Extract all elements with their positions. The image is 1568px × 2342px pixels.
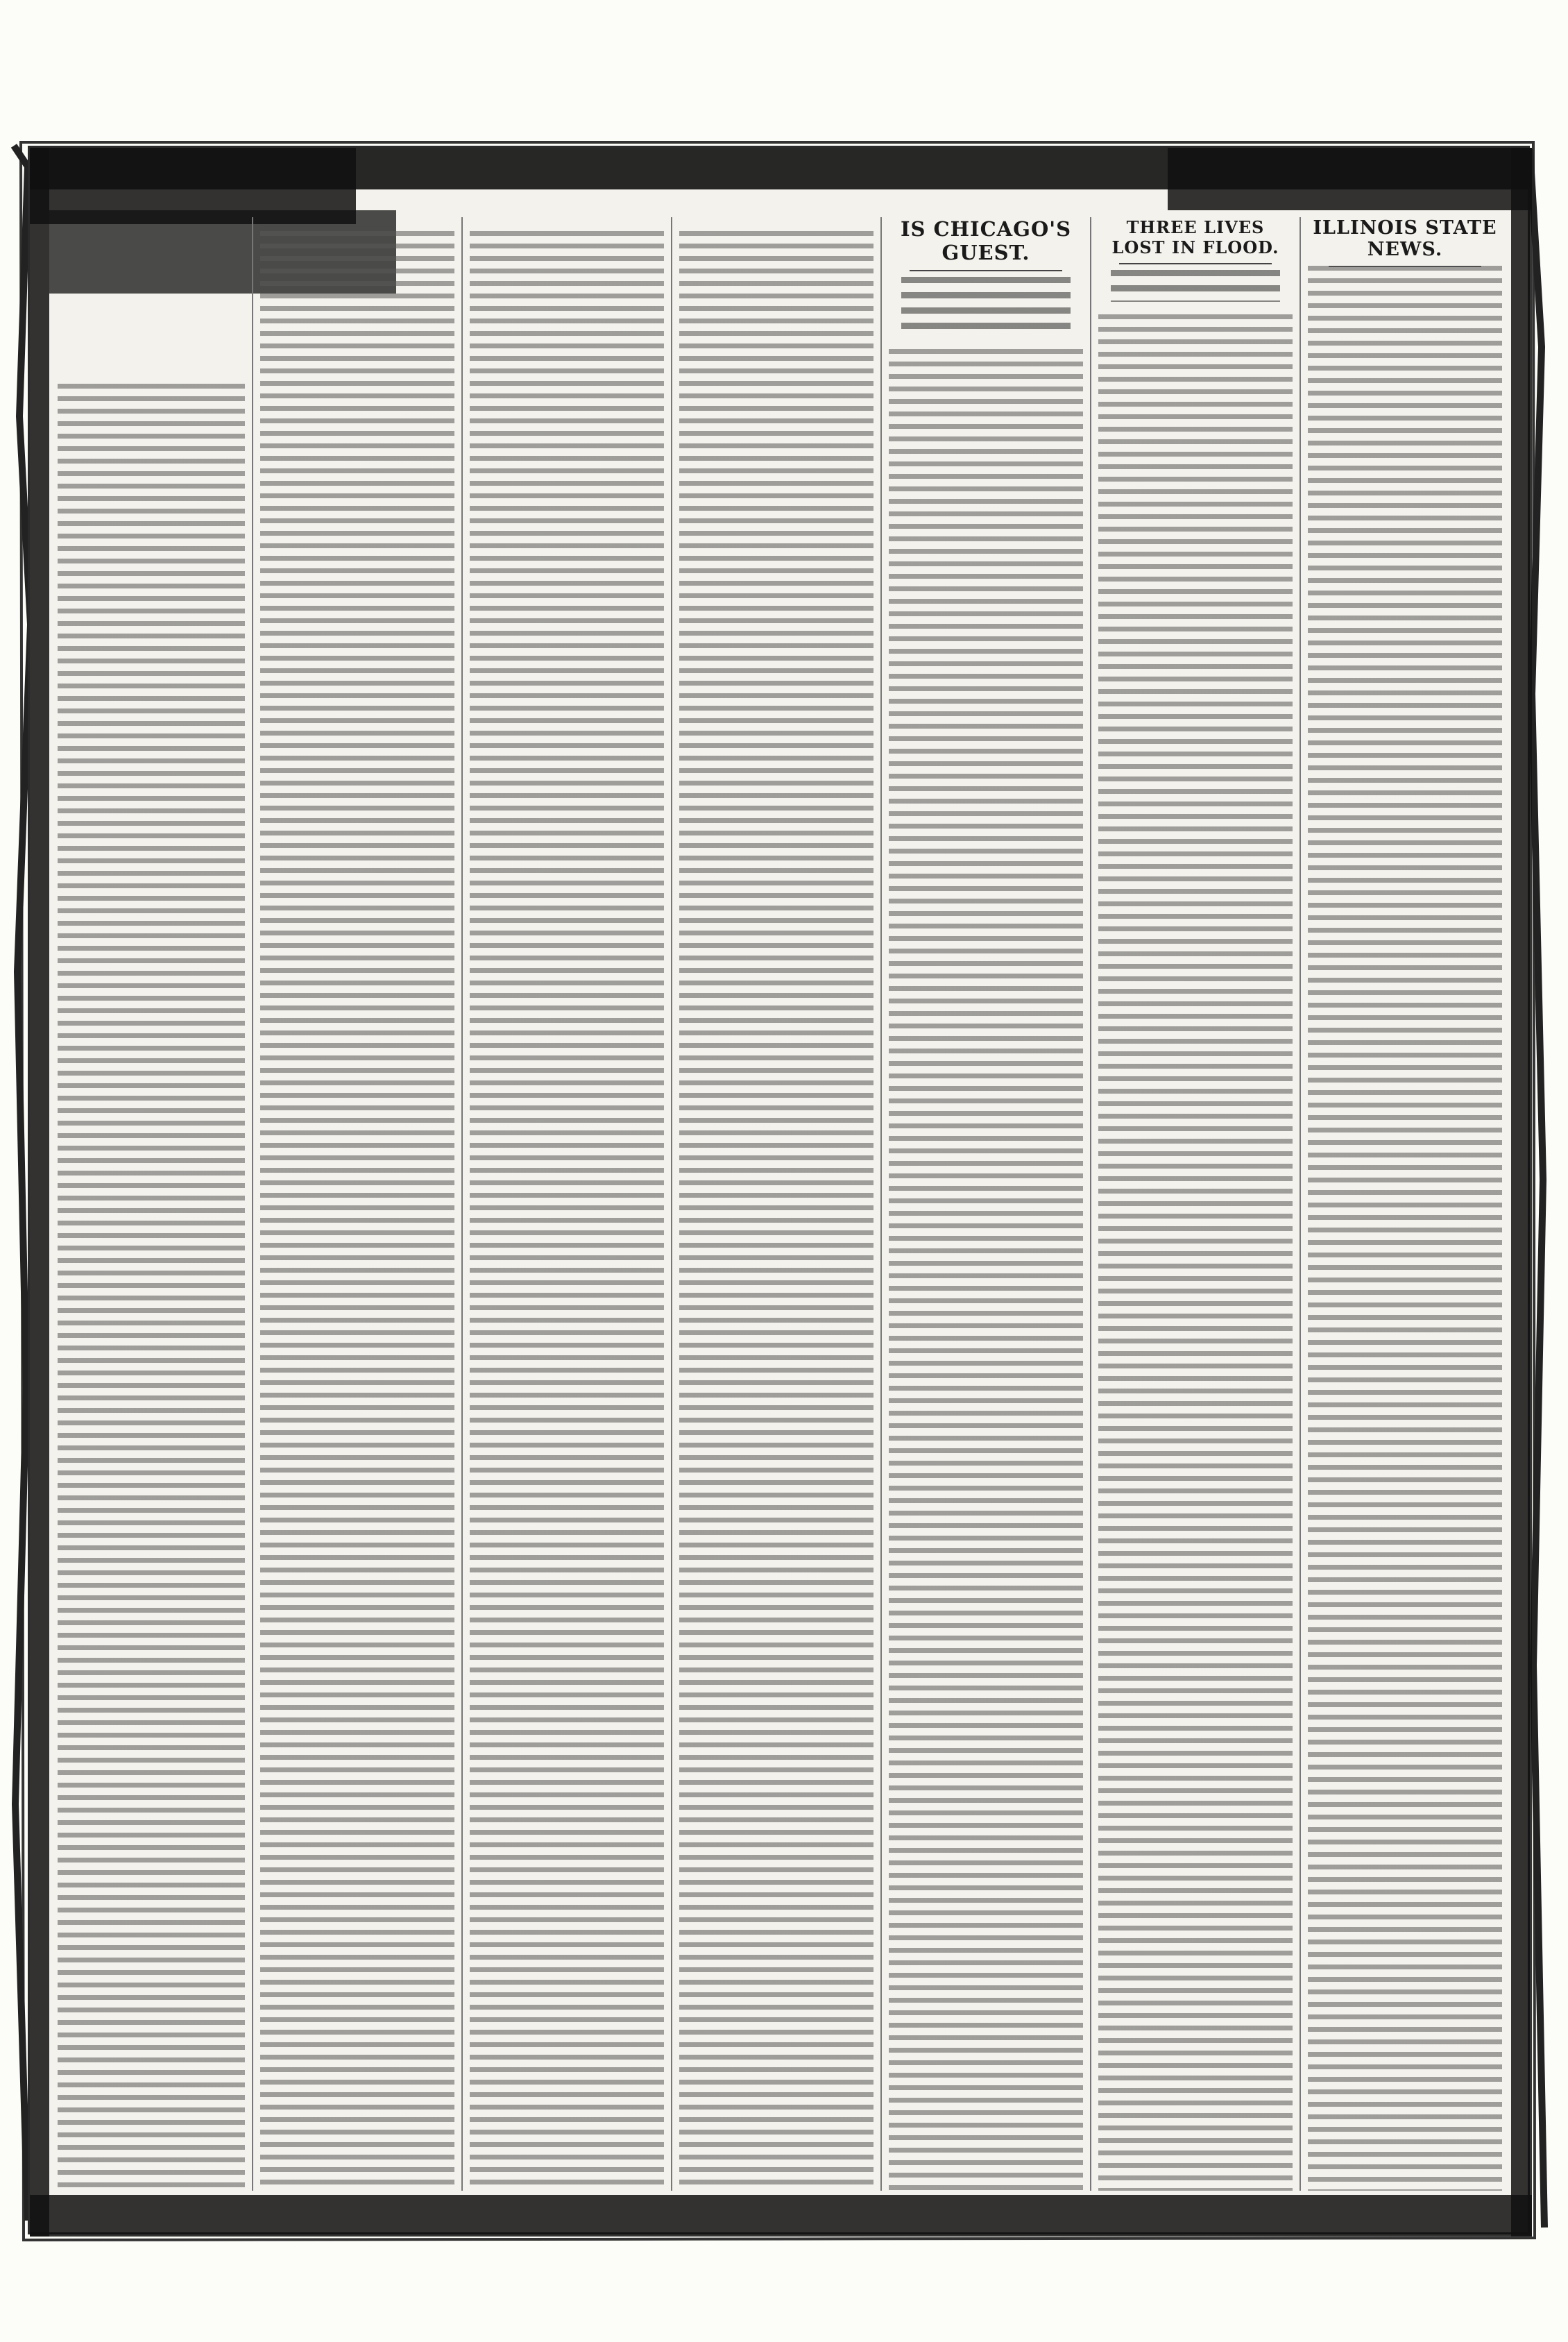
column-4-illegible-text (679, 231, 874, 2191)
headline: IS CHICAGO'S GUEST. (900, 217, 1072, 264)
article-column-2 (256, 217, 459, 2191)
article-column-7 (1304, 217, 1506, 2191)
article-column-3 (466, 217, 668, 2191)
column-rule (461, 217, 463, 2191)
scan-damage-top-right (1168, 148, 1532, 210)
column-rule (252, 217, 253, 2191)
column-rule (1090, 217, 1091, 2191)
column-7-illegible-text (1308, 266, 1502, 2191)
column-2-illegible-text (260, 231, 454, 2191)
column-3-illegible-text (470, 231, 664, 2191)
column-5-illegible-subhead (901, 277, 1071, 332)
scan-damage-right-edge (1511, 148, 1532, 2237)
article-column-6 (1094, 217, 1297, 2191)
column-rule (671, 217, 672, 2191)
column-6-illegible-text (1098, 314, 1293, 2191)
column-7-headline-block (1308, 217, 1502, 273)
column-rule (1299, 217, 1301, 2191)
column-6-illegible-subhead (1111, 270, 1280, 302)
headline: ILLINOIS STATE NEWS. (1313, 217, 1497, 260)
divider (1119, 263, 1272, 264)
newspaper-page (28, 146, 1530, 2234)
column-rule (880, 217, 882, 2191)
scan-damage-left-edge (30, 148, 49, 2237)
article-column-5 (885, 217, 1087, 2191)
column-5-headline-block (889, 217, 1083, 337)
column-5-illegible-text (889, 349, 1083, 2191)
article-column-1 (53, 217, 249, 2191)
article-column-4 (675, 217, 878, 2191)
column-1-illegible-text (58, 384, 245, 2191)
divider (910, 270, 1062, 271)
column-6-headline-block (1098, 217, 1293, 306)
scan-damage-bottom (30, 2195, 1532, 2237)
headline: THREE LIVES LOST IN FLOOD. (1111, 217, 1279, 257)
